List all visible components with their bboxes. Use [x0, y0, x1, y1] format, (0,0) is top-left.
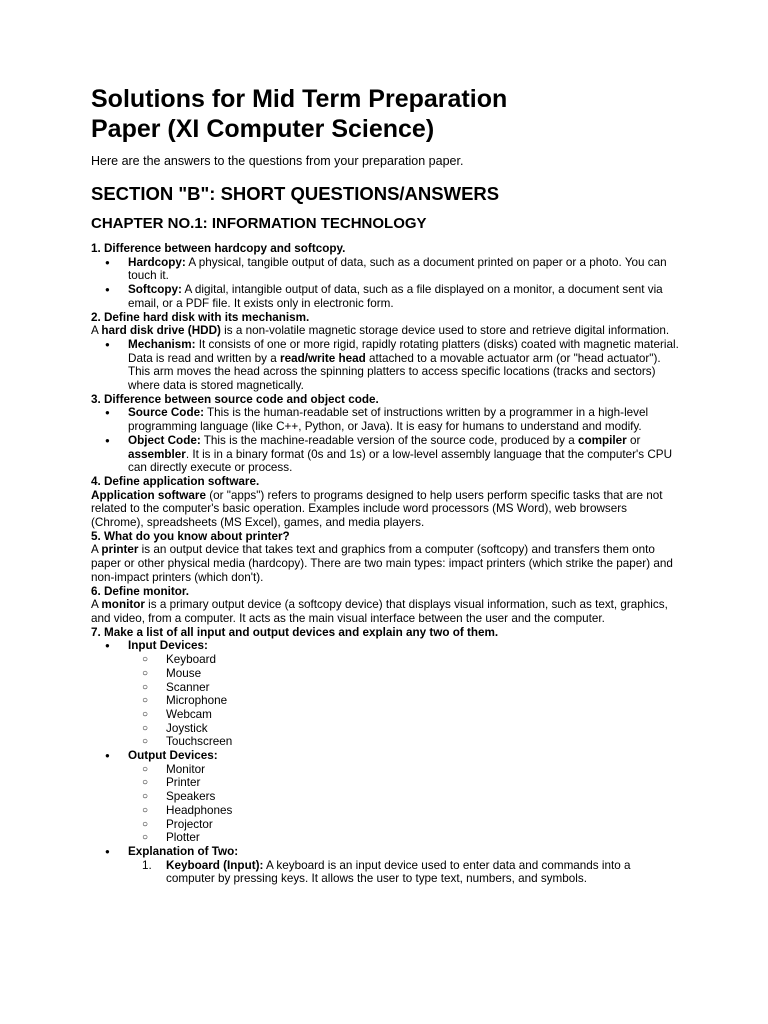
list-item — [91, 338, 681, 393]
question-4-title: 4. Define application software. — [91, 474, 260, 488]
document-page — [91, 84, 681, 886]
answer-text: is a primary output device (a softcopy device) that displays visual information, such as text, graphics, and video, from a computer. It acts as the main visual interface between the user and the computer. — [91, 598, 668, 625]
list-item: ○ Plotter — [128, 831, 681, 845]
answer-bold: hard disk drive (HDD) — [101, 324, 221, 338]
bullet-text: . It is in a binary format (0s and 1s) or a low-level assembly language that the computer's CPU can directly execute or process. — [128, 447, 673, 475]
answer-text: A — [91, 598, 102, 612]
question-5-answer — [91, 543, 681, 584]
bullet-label: Softcopy: — [128, 283, 182, 297]
question-2-bullets — [91, 338, 681, 393]
question-1-bullets — [91, 256, 681, 311]
explanation-label: Explanation of Two: — [128, 844, 239, 858]
list-item: ○ Webcam — [128, 708, 681, 722]
list-item — [91, 406, 681, 433]
intro-text: Here are the answers to the questions from your preparation paper. — [91, 154, 464, 168]
list-item: ○ Printer — [128, 776, 681, 790]
question-6-answer — [91, 598, 681, 625]
bullet-bold: compiler — [577, 433, 627, 447]
list-item: ○ Touchscreen — [128, 735, 681, 749]
bullet-label: Mechanism: — [128, 337, 196, 351]
explanation-list — [128, 859, 681, 886]
question-1-title: 1. Difference between hardcopy and softcopy. — [91, 242, 346, 255]
document-title — [91, 84, 681, 144]
answer-bold: monitor — [101, 598, 145, 612]
question-3-bullets — [91, 406, 681, 475]
list-item — [91, 434, 681, 475]
output-devices-list — [128, 763, 681, 845]
bullet-text: A digital, intangible output of data, such as a file displayed on a monitor, a document sent via email, or a PDF file. It exists only in electronic form. — [128, 283, 663, 310]
answer-text: is a non-volatile magnetic storage device used to store and retrieve digital information. — [220, 324, 670, 338]
list-item: ○ Speakers — [128, 790, 681, 804]
answer-text: A — [91, 543, 102, 557]
output-devices-label: Output Devices: — [128, 749, 218, 763]
question-5-title: 5. What do you know about printer? — [91, 529, 290, 543]
list-item: ○ Joystick — [128, 722, 681, 736]
title-line-2: Paper (XI Computer Science) — [91, 115, 435, 143]
list-item — [91, 749, 681, 845]
bullet-label: Object Code: — [128, 433, 201, 447]
list-item — [91, 256, 681, 283]
chapter-heading: CHAPTER NO.1: INFORMATION TECHNOLOGY — [91, 215, 427, 232]
title-line-1: Solutions for Mid Term Preparation — [91, 85, 508, 113]
question-4-answer — [91, 489, 681, 530]
list-item: ○ Monitor — [128, 763, 681, 777]
question-6-title: 6. Define monitor. — [91, 584, 190, 598]
bullet-text: This is the human-readable set of instructions written by a programmer in a high-level programming language (like C++, Python, or Java). It is easy for humans to understand and modify. — [128, 406, 649, 434]
question-7-title: 7. Make a list of all input and output devices and explain any two of them. — [91, 625, 499, 639]
section-heading: SECTION "B": SHORT QUESTIONS/ANSWERS — [91, 183, 500, 204]
list-item: ○ Keyboard — [128, 653, 681, 667]
input-devices-label: Input Devices: — [128, 639, 208, 653]
list-item — [91, 639, 681, 749]
question-2-title: 2. Define hard disk with its mechanism. — [91, 310, 310, 324]
list-item: ○ Microphone — [128, 694, 681, 708]
bullet-bold: read/write head — [280, 351, 366, 365]
answer-text: A — [91, 324, 102, 338]
list-item: ○ Headphones — [128, 804, 681, 818]
answer-text: is an output device that takes text and graphics from a computer (softcopy) and transfers them onto paper or other physical media (hardcopy). There are two main types: impact printers (which strike the paper) and non-impact printers (which don't). — [91, 543, 673, 584]
list-item — [128, 859, 681, 886]
item-text: A keyboard is an input device used to enter data and commands into a computer by pressing keys. It allows the user to type text, numbers, and symbols. — [166, 858, 631, 886]
input-devices-list — [128, 653, 681, 749]
answer-bold: printer — [101, 543, 139, 557]
answer-text: (or "apps") refers to programs designed to help users perform specific tasks that are not related to the computer's basic operation. Examples include word processors (MS Word), web browsers (Chrome), spreadsheets (MS Excel), games, and media players. — [91, 488, 663, 530]
item-number: 1. — [142, 858, 152, 872]
bullet-text: This is the machine-readable version of the source code, produced by a — [200, 433, 578, 447]
item-label: Keyboard (Input): — [166, 858, 264, 872]
bullet-label: Hardcopy: — [128, 255, 186, 269]
answers-content — [91, 242, 681, 886]
question-7-bullets — [91, 639, 681, 886]
bullet-text: It consists of one or more rigid, rapidly rotating platters (disks) coated with magnetic material. Data is read and written by a — [128, 337, 679, 365]
question-2-answer — [91, 324, 681, 338]
answer-bold: Application software — [91, 488, 206, 502]
bullet-text: A physical, tangible output of data, such as a document printed on paper or a photo. You can touch it. — [128, 255, 667, 283]
list-item — [91, 845, 681, 886]
question-3-title: 3. Difference between source code and object code. — [91, 392, 379, 406]
list-item: ○ Mouse — [128, 667, 681, 681]
bullet-bold: assembler — [128, 447, 186, 461]
bullet-text: or — [626, 433, 641, 447]
list-item: ○ Projector — [128, 818, 681, 832]
list-item — [91, 283, 681, 310]
bullet-label: Source Code: — [128, 406, 204, 420]
bullet-text: attached to a movable actuator arm (or "head actuator"). This arm moves the head across the spinning platters to access specific locations (tracks and sectors) where data is stored magnetically. — [128, 351, 661, 393]
list-item: ○ Scanner — [128, 681, 681, 695]
